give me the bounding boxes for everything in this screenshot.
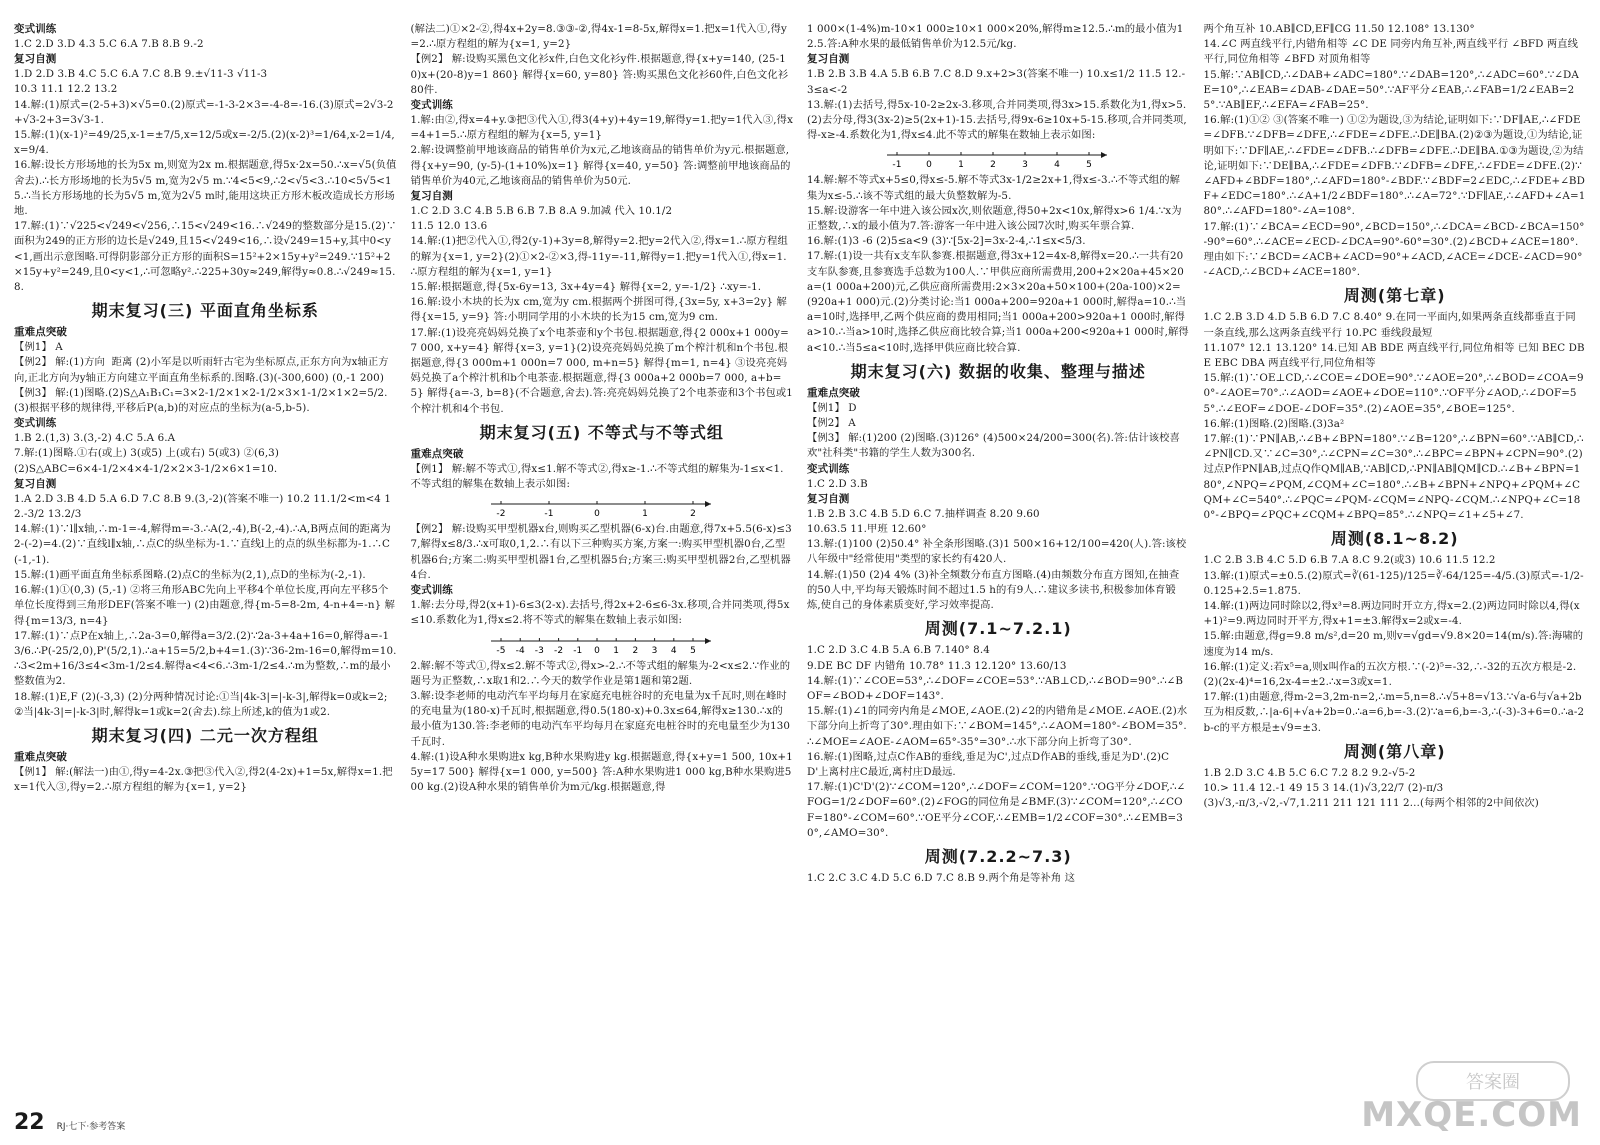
subsection-heading: 复习自测: [410, 190, 453, 203]
section-title: 期末复习(三) 平面直角坐标系: [91, 301, 319, 321]
answer-text: 16.解:(1)图略,过点C作AB的垂线,垂足为C',过点D作AB的垂线,垂足为D'.(2)CD'上离村庄C最近,离村庄D最远.: [807, 750, 1170, 778]
answer-text: 16.解:(1)3 -6 (2)5≤a<9 (3)∵[5x-2]=3x-2-4,∴1≤x<5/3.: [807, 235, 1086, 248]
number-line-label: 0: [593, 509, 600, 520]
number-line-arrow: [705, 501, 711, 507]
watermark-badge: 答案圈: [1416, 1061, 1570, 1101]
answer-text: 7.解:(1)图略.①右(或上) 3(或5) 上(或右) 5(或3) ②(6,3): [14, 447, 279, 460]
number-line: [487, 631, 717, 657]
subsection-heading: 复习自测: [807, 492, 850, 505]
answer-text: 15.解:∵AB∥CD,∴∠DAB+∠ADC=180°.∵∠DAB=120°,∴∠ADC=60°.∵∠DAE=10°,∴∠EAB=∠DAB-∠DAE=50°.∵AF平分∠EAB,∴∠FAB=1/2∠EAB=25°.∵AB∥EF,∴∠EFA=∠FAB=25°.: [1203, 68, 1579, 112]
answer-text: 【例1】 A: [14, 341, 63, 354]
answer-text: 1.解:去分母,得2(x+1)-6≤3(2-x).去括号,得2x+2-6≤6-3x.移项,合并同类项,得5x≤10.系数化为1,得x≤2.将不等式的解集在数轴上表示如图:: [410, 599, 790, 627]
answer-text: 1.C 2.D 3.D 4.3 5.C 6.A 7.B 8.B 9.-2: [14, 38, 204, 50]
answer-text: 17.解:(1)∵√225<√249<√256,∴15<√249<16.∴√249的整数部分是15.(2)∵面积为249的正方形的边长是√249,且15<√249<16,∴设√249=15+y,其中0<y<1,画出示意图略.可得阴影部分正方形的面积S=15²+2×15y+y²=249.∵15²+2×15y+y²=249,且0<y<1,∴可忽略y².∴225+30y≈249,解得y≈0.8.∴√249≈15.8.: [14, 220, 397, 294]
answer-text: 15.解:(1)(x-1)²=49/25,x-1=±7/5,x=12/5或x=-2/5.(2)(x-2)³=1/64,x-2=1/4,x=9/4.: [14, 129, 395, 157]
answer-text: 16.解:(1)①(0,3) (5,-1) ②将三角形ABC先向上平移4个单位长度,再向左平移5个单位长度得到三角形DEF(答案不唯一) (2)由题意,得{m-5=8-2m, 4-n+4=-n} 解得{m=13/3, n=4}: [14, 584, 395, 627]
answer-text: 1.B 2.(1,3) 3.(3,-2) 4.C 5.A 6.A: [14, 432, 176, 445]
answer-text: 【例2】 解:设购买甲型机器x台,则购买乙型机器(6-x)台.由题意,得7x+5.5(6-x)≤37,解得x≤8/3.∴x可取0,1,2.∴有以下三种购买方案,方案一:购买甲型机器0台,乙型机器6台;方案二:购买甲型机器1台,乙型机器5台;方案三:购买甲型机器2台,乙型机器4台.: [410, 523, 792, 581]
column-4: [1204, 22, 1587, 1107]
answer-text: 【例2】 A: [807, 417, 856, 430]
section-title: 期末复习(五) 不等式与不等式组: [479, 422, 724, 442]
number-line-label: 4: [670, 645, 677, 656]
number-line-label: -3: [534, 645, 544, 656]
answer-text: 16.解:(1)定义:若x⁵=a,则x叫作a的五次方根.∵(-2)⁵=-32,∴-32的五次方根是-2.(2)(2x-4)⁴=16,2x-4=±2.∴x=3或x=1.: [1203, 660, 1577, 688]
number-line-label: -4: [515, 645, 525, 656]
answer-text: 15.解:(1)∠1的同旁内角是∠MOE,∠AOE.(2)∠2的内错角是∠MOE.∠AOE.(2)水下部分向上折弯了30°.理由如下:∵∠BOM=145°,∴∠AOM=180°-∠BOM=35°.∴∠MOE=∠AOE-∠AOM=65°-35°=30°.∴水下部分向上折弯了30°.: [807, 705, 1188, 748]
number-line-label: 0: [593, 645, 600, 656]
answer-text: 18.解:(1)E,F (2)(-3,3) (2)分两种情况讨论:①当|4k-3|=|-k-3|,解得k=0或k=2;②当|4k-3|=|-k-3|时,解得k=1或k=2(舍去).综上所述,k的值为1或2.: [14, 690, 388, 718]
number-line-label: 5: [1086, 160, 1093, 171]
number-line-label: -1: [544, 509, 554, 520]
answer-text: 【例1】 D: [807, 401, 857, 414]
answer-text: 16.解:设长方形场地的长为5x m,则宽为2x m.根据题意,得5x·2x=50.∴x=√5(负值舍去).∴长方形场地的长为5√5 m,宽为2√5 m.∵4<5<9,∴2<√5<3.∴10<5√5<15.∴当长方形场地的长为5√5 m,宽为2√5 m时,能用这块正方形木板改造成长方形场地.: [14, 159, 397, 218]
answer-text: 【例3】 解:(1)图略.(2)S△A₁B₁C₁=3×2-1/2×1×2-1/2×3×1-1/2×1×2=5/2.(3)根据平移的规律得,平移后P(a,b)的对应点的坐标为(a-5,b-5).: [14, 386, 388, 415]
subsection-heading: 变式训练: [14, 23, 57, 35]
subsection-heading: 变式训练: [410, 584, 453, 597]
number-line: [487, 494, 717, 520]
section-title: 期末复习(六) 数据的收集、整理与描述: [850, 361, 1146, 381]
answer-text: 17.解:(1)∵PN∥AB,∴∠B+∠BPN=180°.∵∠B=120°,∴∠BPN=60°.∵AB∥CD,∴∠PN∥CD.又∵∠C=30°,∴∠CPN=∠C=30°.∴∠BPC=∠BPN+∠CPN=90°.(2)过点P作PN∥AB,过点Q作QM∥AB,∵AB∥CD,∴PN∥AB∥QM∥CD.∴∠B+∠BPN=180°,∠NPQ=∠PQM,∠CQM+∠C=180°.∴∠B+∠BPN+∠NPQ+∠PQM+∠CQM+∠C=540°.∴∠PQC=∠PQM-∠CQM=∠NPQ-∠CQM.∴∠NPQ+∠C=180°-∠BPQ=∠PQC+∠CQM+∠BPQ=85°.∴∠NPQ=∠1+∠5+∠7.: [1203, 433, 1584, 522]
number-line-label: -2: [496, 509, 506, 520]
watermark-text: MXQE.COM: [1361, 1095, 1582, 1135]
number-line-label: 1: [613, 645, 619, 656]
number-line-label: -5: [496, 645, 506, 656]
answer-text: 1.C 2.D 3.B: [807, 477, 868, 490]
answer-text: 1 000×(1-4%)m-10×1 000≥10×1 000×20%,解得m≥12.5.∴m的最小值为12.5.答:A种水果的最低销售单价为12.5元/kg.: [807, 23, 1184, 51]
answer-text: 17.解:(1)C'D'(2)∵∠COM=120°,∴∠DOF=∠COM=120°.∵OG平分∠DOF,∴∠FOG=1/2∠DOF=60°.(2)∠FOG的同位角是∠BMF.(3)∵∠COM=120°,∴∠COF=180°-∠COM=60°.∵OE平分∠COF,∴∠EMB=1/2∠COF=30°.∴∠EMB=30°,∠AMO=30°.: [807, 781, 1186, 839]
answer-text: 17.解:(1)设一共有x支车队参赛.根据题意,得3x+12=4x-8,解得x=20.∴一共有20支车队参赛,且参赛选手总数为100人.∵甲供应商所需费用,200+2×20a+45×20a=(1 000a+200)元,乙供应商所需费用:2×3×20a+50×100+(20a-100)×2=(920a+1 000)元.(2)分类讨论:当1 000a+200=920a+1 000时,解得a=10.∴当a=10时,选择甲,乙两个供应商的费用相同;当1 000a+200>920a+1 000时,解得a>10.∴当a>10时,选择乙供应商比较合算;当1 000a+200<920a+1 000时,解得a<10.∴当5≤a<10时,选择甲供应商比较合算.: [807, 250, 1189, 354]
number-line-label: 2: [990, 160, 997, 171]
page-number: 22: [14, 1110, 45, 1135]
answer-text: 17.解:(1)设亮亮妈妈兑换了x个电茶壶和y个书包.根据题意,得{2 000x+1 000y=7 000, x+y=4} 解得{x=3, y=1}(2)设亮亮妈妈兑换了m个榨汁机和n个书包.根据题意,得{3 000m+1 000n=7 000, m+n=5} 解得{m=1, n=4} ③设亮亮妈妈兑换了a个榨汁机和b个电茶壶.根据题意,得{3 000a+2 000b=7 000, a+b=5} 解得{a=-3, b=8}(不合题意,舍去).答:亮亮妈妈兑换了2个电茶壶和3个书包或1个榨汁机和4个书包.: [410, 326, 793, 415]
number-line-label: 1: [641, 509, 648, 520]
answer-text: 14.解:(1)两边同时除以2,得x³=8.两边同时开立方,得x=2.(2)两边同时除以4,得(x+1)²=9.两边同时开平方,得x+1=±3.解得x=2或x=-4.: [1203, 599, 1580, 628]
answer-text: 1.D 2.D 3.B 4.C 5.C 6.A 7.C 8.B 9.±√11-3 √11-3: [14, 68, 268, 81]
number-line-label: -1: [572, 645, 583, 656]
section-title: 周测(8.1~8.2): [1330, 529, 1459, 549]
answer-text: 【例1】 解:解不等式①,得x≤1.解不等式②,得x≥-1.∴不等式组的解集为-1≤x<1.不等式组的解集在数轴上表示如图:: [410, 462, 784, 491]
subsection-heading: 复习自测: [807, 53, 850, 66]
number-line-label: 2: [689, 509, 696, 520]
answer-text: 17.解:(1)由题意,得m-2=3,2m-n=2,∴m=5,n=8.∴√5+8=√13.∵√a-6与√a+2b互为相反数,∴|a-6|+√a+2b=0.∴a=6,b=-3.(2)∵a=6,b=-3,∴(-3)-3+6=0.∴a-2b-c的平方根是±√9=±3.: [1203, 691, 1585, 734]
answer-text: 【例1】 解:(解法一)由①,得y=4-2x.③把③代入②,得2(4-2x)+1=5x,解得x=1.把x=1代入③,得y=2.∴原方程组的解为{x=1, y=2}: [14, 765, 393, 794]
answer-text: 2.解:解不等式①,得x≤2.解不等式②,得x>-2.∴不等式组的解集为-2<x≤2.∵作业的题号为正整数,∴x取1和2.∴今天的数学作业是第1题和第2题.: [410, 659, 791, 687]
subsection-heading: 重难点突破: [410, 447, 464, 460]
number-line: [883, 145, 1113, 171]
answer-text: 16.解:(1)图略.(2)图略.(3)3a²: [1203, 417, 1345, 430]
section-title: 周测(第八章): [1343, 741, 1446, 761]
answer-text: 14.解:(1)原式=(2-5+3)×√5=0.(2)原式=-1-3-2×3=-4-8=-16.(3)原式=2√3-2+√3-2+3=3√3-1.: [14, 98, 394, 126]
answer-text: 【例3】 解:(1)200 (2)图略.(3)126° (4)500×24/200=300(名).答:估计该校喜欢"社科类"书籍的学生人数为300名.: [807, 432, 1180, 460]
answer-text: 14.解:解不等式x+5≤0,得x≤-5.解不等式3x-1/2≥2x+1,得x≤-3.∴不等式组的解集为x≤-5.∴该不等式组的最大负整数解为-5.: [807, 174, 1181, 202]
section-title: 周测(7.1~7.2.1): [924, 619, 1072, 639]
answer-text: 【例2】 解:(1)方向 距离 (2)小军是以听雨轩古宅为坐标原点,正东方向为x轴正方向,正北方向为y轴正方向建立平面直角坐标系的.图略.(3)(-300,600) (0,-1 200): [14, 356, 389, 384]
number-line-label: 3: [1022, 160, 1029, 171]
answer-text: 11.107° 12.1 13.120° 14.已知 AB BDE 两直线平行,同位角相等 已知 BEC DBE EBC DBA 两直线平行,同位角相等: [1203, 341, 1585, 370]
column-1: [14, 22, 397, 1107]
number-line-arrow: [1101, 152, 1107, 158]
answer-text: (解法二)①×2-②,得4x+2y=8.③③-②,得4x-1=8-5x,解得x=1.把x=1代入①,得y=2.∴原方程组的解为{x=1, y=2}: [410, 23, 787, 51]
section-title: 周测(7.2.2~7.3): [924, 846, 1072, 866]
answer-text: 14.解:(1)∵∠COE=53°,∴∠DOF=∠COE=53°.∵AB⊥CD,∴∠BOD=90°.∴∠BOF=∠BOD+∠DOF=143°.: [807, 674, 1184, 702]
subsection-heading: 变式训练: [807, 462, 850, 475]
answer-text: 13.解:(1)100 (2)50.4° 补全条形图略.(3)1 500×16+12/100=420(人).答:该校八年级中"经常使用"类型的家长约有420人.: [807, 538, 1187, 566]
answer-text: 4.解:(1)设A种水果购进x kg,B种水果购进y kg.根据题意,得{x+y=1 500, 10x+15y=17 500} 解得{x=1 000, y=500} 答:A种水果购进1 000 kg,B种水果购进500 kg.(2)设A种水果的销售单价为m元/kg.根据题意,得: [410, 750, 793, 794]
answer-text: 14.解:(1)把②代入①,得2(y-1)+3y=8,解得y=2.把y=2代入②,得x=1.∴原方程组的解为{x=1, y=2}(2)①×2-②×3,得-11y=-11,解得y=1.把y=1代入①,得x=1.∴原方程组的解为{x=1, y=1}: [410, 235, 788, 278]
answer-text: 15.解:(1)∵OE⊥CD,∴∠COE=∠DOE=90°.∵∠AOE=20°,∴∠BOD=∠COA=90°-∠AOE=70°.∴∠AOD=∠AOE+∠DOE=110°.∵OF平分∠AOD,∴∠DOF=55°.∴∠EOF=∠DOE-∠DOF=35°.(2)∠AOE=35°,∠BOE=125°.: [1203, 372, 1584, 415]
book-code: RJ·七下·参考答案: [56, 1122, 126, 1132]
answer-text: 13.解:(1)去括号,得5x-10-2≥2x-3.移项,合并同类项,得3x>15.系数化为1,得x>5.(2)去分母,得3(3x-2)≥5(2x+1)-15.去括号,得9x-6≥10x+5-15.移项,合并同类项,得-x≥-4.系数化为1,得x≤4.此不等式的解集在数轴上表示如图:: [807, 98, 1187, 142]
answer-text: 10.3 11.1 12.2 13.2: [14, 83, 118, 96]
answer-text: 1.B 2.B 3.B 4.A 5.B 6.B 7.C 8.D 9.x+2>3(答案不唯一) 10.x≤1/2 11.5 12.-3≤a<-2: [807, 68, 1186, 96]
number-line-label: 0: [926, 160, 933, 171]
answer-text: 【例2】 解:设购买黑色文化衫x件,白色文化衫y件.根据题意,得{x+y=140, (25-10)x+(20-8)y=1 860} 解得{x=60, y=80} 答:购买黑色文化衫60件,白色文化衫80件.: [410, 53, 789, 96]
section-title: 期末复习(四) 二元一次方程组: [91, 725, 319, 745]
answer-text: 1.C 2.B 3.D 4.D 5.B 6.D 7.C 8.40° 9.在同一平面内,如果两条直线都垂直于同一条直线,那么这两条直线平行 10.PC 垂线段最短: [1203, 311, 1576, 339]
subsection-heading: 复习自测: [14, 53, 57, 66]
subsection-heading: 变式训练: [14, 417, 57, 430]
answer-text: 1.C 2.D 3.C 4.B 5.A 6.B 7.140° 8.4: [807, 644, 990, 657]
answer-text: 13.解:(1)原式=±0.5.(2)原式=∛(61-125)/125=∛-64/125=-4/5.(3)原式=-1/2-0.125+2.5=1.875.: [1203, 569, 1584, 597]
answer-text: 1.解:由②,得x=4+y.③把③代入①,得3(4+y)+4y=19,解得y=1.把y=1代入③,得x=4+1=5.∴原方程组的解为{x=5, y=1}: [410, 114, 793, 142]
answer-text: 11.5 12.0 13.6: [410, 220, 488, 233]
answer-text: 3.解:设李老师的电动汽车平均每月在家庭充电桩谷时的充电量为x千瓦时,则在峰时的充电量为(180-x)千瓦时,根据题意,得0.5(180-x)+0.3x≤64,解得x≥130.∴x的最小值为130.答:李老师的电动汽车平均每月在家庭充电桩谷时的充电量至少为130千瓦时.: [410, 689, 791, 748]
number-line-label: -1: [892, 160, 902, 171]
subsection-heading: 重难点突破: [14, 750, 67, 763]
answer-text: 1.A 2.D 3.B 4.D 5.A 6.D 7.C 8.B 9.(3,-2)(答案不唯一) 10.2 11.1/2<m<4 12.-3/2 13.2/3: [14, 492, 391, 521]
answer-text: 两个角互补 10.AB∥CD,EF∥CG 11.50 12.108° 13.130°: [1203, 23, 1475, 35]
answer-text: 10.> 11.4 12.-1 49 15 3 14.(1)√3,22/7 (2)-π/3: [1203, 781, 1444, 794]
answer-text: (2)S△ABC=6×4-1/2×4×4-1/2×2×3-1/2×6×1=10.: [14, 462, 278, 475]
answer-text: 14.解:(1)∵l∥x轴,∴m-1=-4,解得m=-3.∴A(2,-4),B(-2,-4).∴A,B两点间的距离为2-(-2)=4.(2)∵直线l∥x轴,∴点C的纵坐标为-1.∵直线l上的点的纵坐标都为-1.∴C(-1,-1).: [14, 523, 391, 566]
answer-text: (3)√3,-π/3,-√2,-√7,1.211 211 121 111 2…(每两个相邻的2中间依次): [1203, 797, 1539, 810]
answer-text: 15.解:由题意,得g=9.8 m/s²,d=20 m,则v=√gd=√9.8×20=14(m/s).答:海啸的速度为14 m/s.: [1203, 630, 1584, 658]
number-line-arrow: [705, 638, 711, 644]
answer-text: 15.解:设游客一年中进入该公园x次,则依题意,得50+2x<10x,解得x>6 1/4.∵x为正整数,∴x的最小值为7.答:游客一年中进入该公园7次时,购买年票合算.: [807, 204, 1182, 233]
answer-text: 2.解:设调整前甲地该商品的销售单价为x元,乙地该商品的销售单价为y元.根据题意,得{x+y=90, (y-5)-(1+10%)x=1} 解得{x=40, y=50} 答:调整前甲地该商品的销售单价为40元,乙地该商品的销售单价为50元.: [410, 144, 791, 187]
number-line-label: -2: [553, 645, 563, 656]
columns: [14, 22, 1586, 1107]
number-line-label: 4: [1054, 160, 1061, 171]
answer-text: 15.解:根据题意,得{5x-6y=13, 3x+4y=4} 解得{x=2, y=-1/2} ∴xy=-1.: [410, 281, 762, 294]
column-2: [411, 22, 794, 1107]
answer-text: 1.C 2.B 3.B 4.C 5.D 6.B 7.A 8.C 9.2(或3) 10.6 11.5 12.2: [1203, 554, 1496, 567]
answer-text: 16.解:设小木块的长为x cm,宽为y cm.根据两个拼图可得,{3x=5y, x+3=2y} 解得{x=15, y=9} 答:小明同学用的小木块的长为15 cm,宽为9 cm.: [410, 296, 787, 324]
answer-text: 16.解:(1)①② ③(答案不唯一) ①②为题设,③为结论,证明如下:∵DF∥AE,∴∠FDE=∠DFB.∵∠DFB=∠DFE,∴∠FDE=∠DFE.∴DE∥BA.(2)②③为题设,①为结论,证明如下:∵DF∥AE,∴∠FDE=∠DFB.∴∠DFB=∠DFE.∴DE∥BA.①③为题设,②为结论,证明如下:∵DE∥BA,∴∠FDE=∠DFB.∵∠DFB=∠DFE,∴∠FDE=∠DFE.(2)∵∠AFD+∠BDF=180°,∴∠AFD=180°-∠BDF.∵∠BDF=2∠EDC,∴∠FDE+∠BDF+∠EDC=180°.∴∠A+1/2∠BDF=180°.∴∠A=72°.∵DF∥AE,∴∠AFD+∠A=180°.∴∠AFD=180°-∠A=108°.: [1203, 114, 1586, 218]
subsection-heading: 重难点突破: [807, 386, 860, 399]
column-3: [807, 22, 1190, 1107]
subsection-heading: 变式训练: [410, 99, 453, 112]
page-footer: [14, 1110, 125, 1135]
number-line-label: 1: [958, 160, 965, 171]
answer-text: 1.B 2.B 3.C 4.B 5.D 6.C 7.抽样调查 8.20 9.60: [807, 507, 1040, 520]
answer-text: 1.C 2.D 3.C 4.B 5.B 6.B 7.B 8.A 9.加减 代入 10.1/2: [410, 205, 673, 218]
answer-text: 1.C 2.C 3.C 4.D 5.C 6.D 7.C 8.B 9.两个角是等补角 这: [807, 871, 1076, 884]
answer-text: 17.解:(1)∵点P在x轴上,∴2a-3=0,解得a=3/2.(2)∵2a-3+4a+16=0,解得a=-13/6.∴P(-25/2,0),P'(5/2,1).∴a+15=5/2,b+4=1.(3)∵36-2m-16=0,解得m=10.∴3<2m+16/3≤4<3m-1/2≤4.解得a<4<6.∴3m-1/2≤4.∴m为整数,∴m的最小整数值为2.: [14, 629, 397, 688]
section-title: 周测(第七章): [1343, 286, 1446, 306]
number-line-label: 5: [689, 645, 696, 656]
number-line-label: 3: [651, 645, 658, 656]
answer-text: 15.解:(1)画平面直角坐标系图略.(2)点C的坐标为(2,1),点D的坐标为(-2,-1).: [14, 568, 366, 581]
number-line-label: 2: [632, 645, 639, 656]
subsection-heading: 重难点突破: [14, 326, 67, 339]
subsection-heading: 复习自测: [14, 477, 57, 490]
answer-text: 17.解:(1)∵∠BCA=∠ECD=90°,∠BCD=150°,∴∠DCA=∠BCD-∠BCA=150°-90°=60°.∴∠ACE=∠ECD-∠DCA=90°-60°=30°.(2)∠BCD+∠ACE=180°.理由如下:∵∠BCD=∠ACB+∠ACD=90°+∠ACD,∠ACE=∠DCE-∠ACD=90°-∠ACD,∴∠BCD+∠ACE=180°.: [1203, 220, 1585, 279]
answer-text: 9.DE BC DF 内错角 10.78° 11.3 12.120° 13.60/13: [807, 659, 1067, 672]
answer-text: 14.解:(1)50 (2)4 4% (3)补全频数分布直方图略.(4)由频数分布直方图知,在抽查的50人中,平均每天锻炼时间不超过1.5 h的有9人.∴建议多读书,积极参加体育锻炼,使自己的身体素质变好,学习效率提高.: [807, 568, 1180, 612]
answer-text: 1.B 2.D 3.C 4.B 5.C 6.C 7.2 8.2 9.2-√5-2: [1203, 766, 1416, 779]
answer-text: 10.63.5 11.甲班 12.60°: [807, 523, 927, 536]
answer-text: 14.∠C 两直线平行,内错角相等 ∠C DE 同旁内角互补,两直线平行 ∠BFD 两直线平行,同位角相等 ∠BFD 对顶角相等: [1203, 38, 1579, 66]
